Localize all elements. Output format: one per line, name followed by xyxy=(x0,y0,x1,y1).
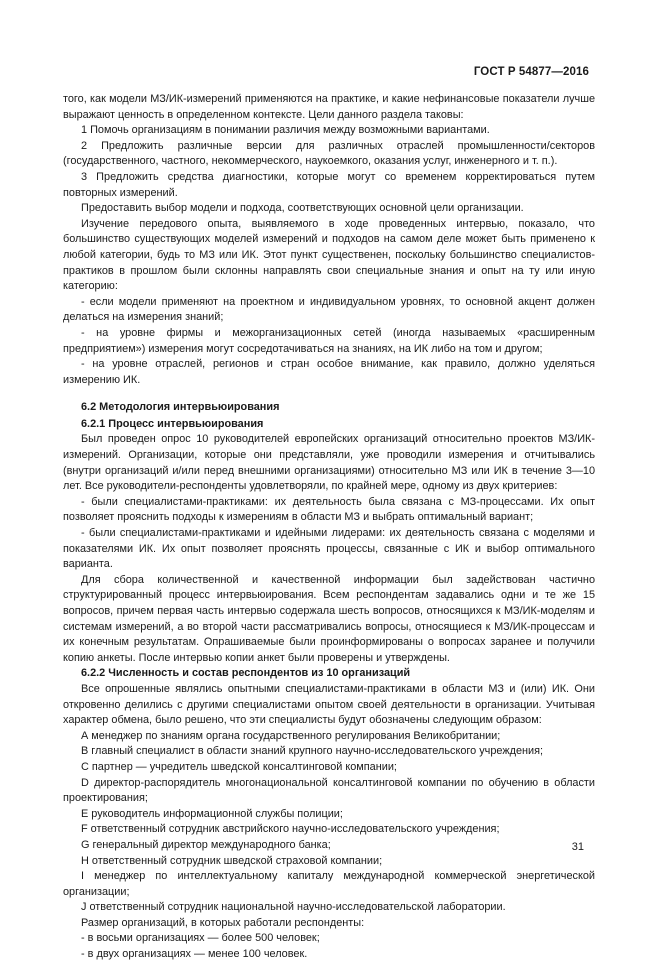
list-item: А менеджер по знаниям органа государственного регулирования Великобритании; xyxy=(81,729,501,742)
list-item: - были специалистами-практиками: их деятельность была связана с МЗ-процессами. Их опыт позволяет прояснить подходы к измерениям в области МЗ и выбрать оптимальный вариант; xyxy=(63,495,595,524)
paragraph: Для сбора количественной и качественной информации был задействован частично структурированный процесс интервьюирования. Всем респондентам задавались одни и те же 15 вопросов, причем первая часть интервью содержала шесть вопросов, относящихся к МЗ/ИК-моделям и системам измерений, а во второй части рассматривались вопросы, относящиеся к МЗ/ИК-процессам и их конечным результатам. Опрашиваемые были проинформированы о вопросах заранее и получили копию анкеты. После интервью копии анкет были проверены и утверждены. xyxy=(63,573,595,664)
list-item: Н ответственный сотрудник шведской страховой компании; xyxy=(81,854,383,867)
list-item: G генеральный директор международного банка; xyxy=(81,838,331,851)
paragraph: 3 Предложить средства диагностики, которые могут со временем корректироваться путем повторных измерений. xyxy=(63,170,595,199)
list-item: С партнер — учредитель шведской консалтинговой компании; xyxy=(81,760,397,773)
paragraph: Был проведен опрос 10 руководителей европейских организаций относительно проектов МЗ/ИК-измерений. Организации, которые они представляли, уже проводили измерения и отчитывались (внутри организаций и/или перед внешними организациями) относительно МЗ или ИК в течение 3—10 лет. Все руководители-респонденты удовлетворяли, по крайней мере, одному из двух критериев: xyxy=(63,433,595,493)
section-heading-6-2-1: 6.2.1 Процесс интервьюирования xyxy=(81,417,264,430)
list-item: I менеджер по интеллектуальному капиталу международной коммерческой энергетической организации; xyxy=(63,870,595,898)
list-item: Е руководитель информационной службы полиции; xyxy=(81,807,343,820)
page-number: 31 xyxy=(571,841,584,853)
list-item: - в восьми организациях — более 500 человек; xyxy=(81,932,320,945)
list-item: - в двух организациях — менее 100 человек. xyxy=(81,948,308,961)
list-item: J ответственный сотрудник национальной научно-исследовательской лаборатории. xyxy=(81,901,506,914)
list-item: - на уровне отраслей, регионов и стран особое внимание, как правило, должно уделяться измерению ИК. xyxy=(63,358,595,386)
list-item: - если модели применяют на проектном и индивидуальном уровнях, то основной акцент должен делаться на измерения знаний; xyxy=(63,295,595,324)
paragraph: 2 Предложить различные версии для различных отраслей промышленности/секторов (государственного, частного, некоммерческого, наукоемкого, оказания услуг, инженерного и т. п.). xyxy=(63,139,595,168)
list-item: - были специалистами-практиками и идейными лидерами: их деятельность связана с моделями и показателями ИК. Их опыт позволяет прояснять процессы, связанные с ИК и выбор оптимального варианта. xyxy=(63,527,595,571)
standard-header: ГОСТ Р 54877—2016 xyxy=(473,66,589,78)
paragraph: того, как модели МЗ/ИК-измерений применяются на практике, и какие нефинансовые показатели лучше выражают ценность в определенном контексте. Цели данного раздела таковы: xyxy=(63,93,595,121)
paragraph: 1 Помочь организациям в понимании различия между возможными вариантами. xyxy=(81,124,490,137)
list-item: - на уровне фирмы и межорганизационных сетей (иногда называемых «расширенным предприятием») измерения могут сосредотачиваться на знаниях, на ИК либо на том и другом; xyxy=(63,326,595,355)
body-text xyxy=(63,92,595,963)
list-item: F ответственный сотрудник австрийского научно-исследовательского учреждения; xyxy=(81,823,500,836)
paragraph: Все опрошенные являлись опытными специалистами-практиками в области МЗ и (или) ИК. Они откровенно делились с другими специалистами опытом своей деятельности в организации. Учитывая характер обмена, было решено, что эти специалисты будут обозначены следующим образом: xyxy=(63,682,595,727)
paragraph: Предоставить выбор модели и подхода, соответствующих основной цели организации. xyxy=(81,202,524,215)
section-heading-6-2-2: 6.2.2 Численность и состав респондентов из 10 организаций xyxy=(81,667,411,680)
list-item: В главный специалист в области знаний крупного научно-исследовательского учреждения; xyxy=(81,745,544,758)
paragraph: Размер организаций, в которых работали респонденты: xyxy=(81,916,365,929)
section-heading-6-2: 6.2 Методология интервьюирования xyxy=(81,401,280,414)
list-item: D директор-распорядитель многонациональной консалтинговой компании по обучению в области проектирования; xyxy=(63,776,595,805)
paragraph: Изучение передового опыта, выявляемого в ходе проведенных интервью, показало, что большинство существующих моделей измерений и подходов на самом деле может быть применено к любой категории, будь то МЗ или ИК. Этот пункт существенен, поскольку большинство специалистов-практиков в прошлом были склонны направлять свои специальные знания и опыт на ту или иную категорию: xyxy=(63,217,595,293)
